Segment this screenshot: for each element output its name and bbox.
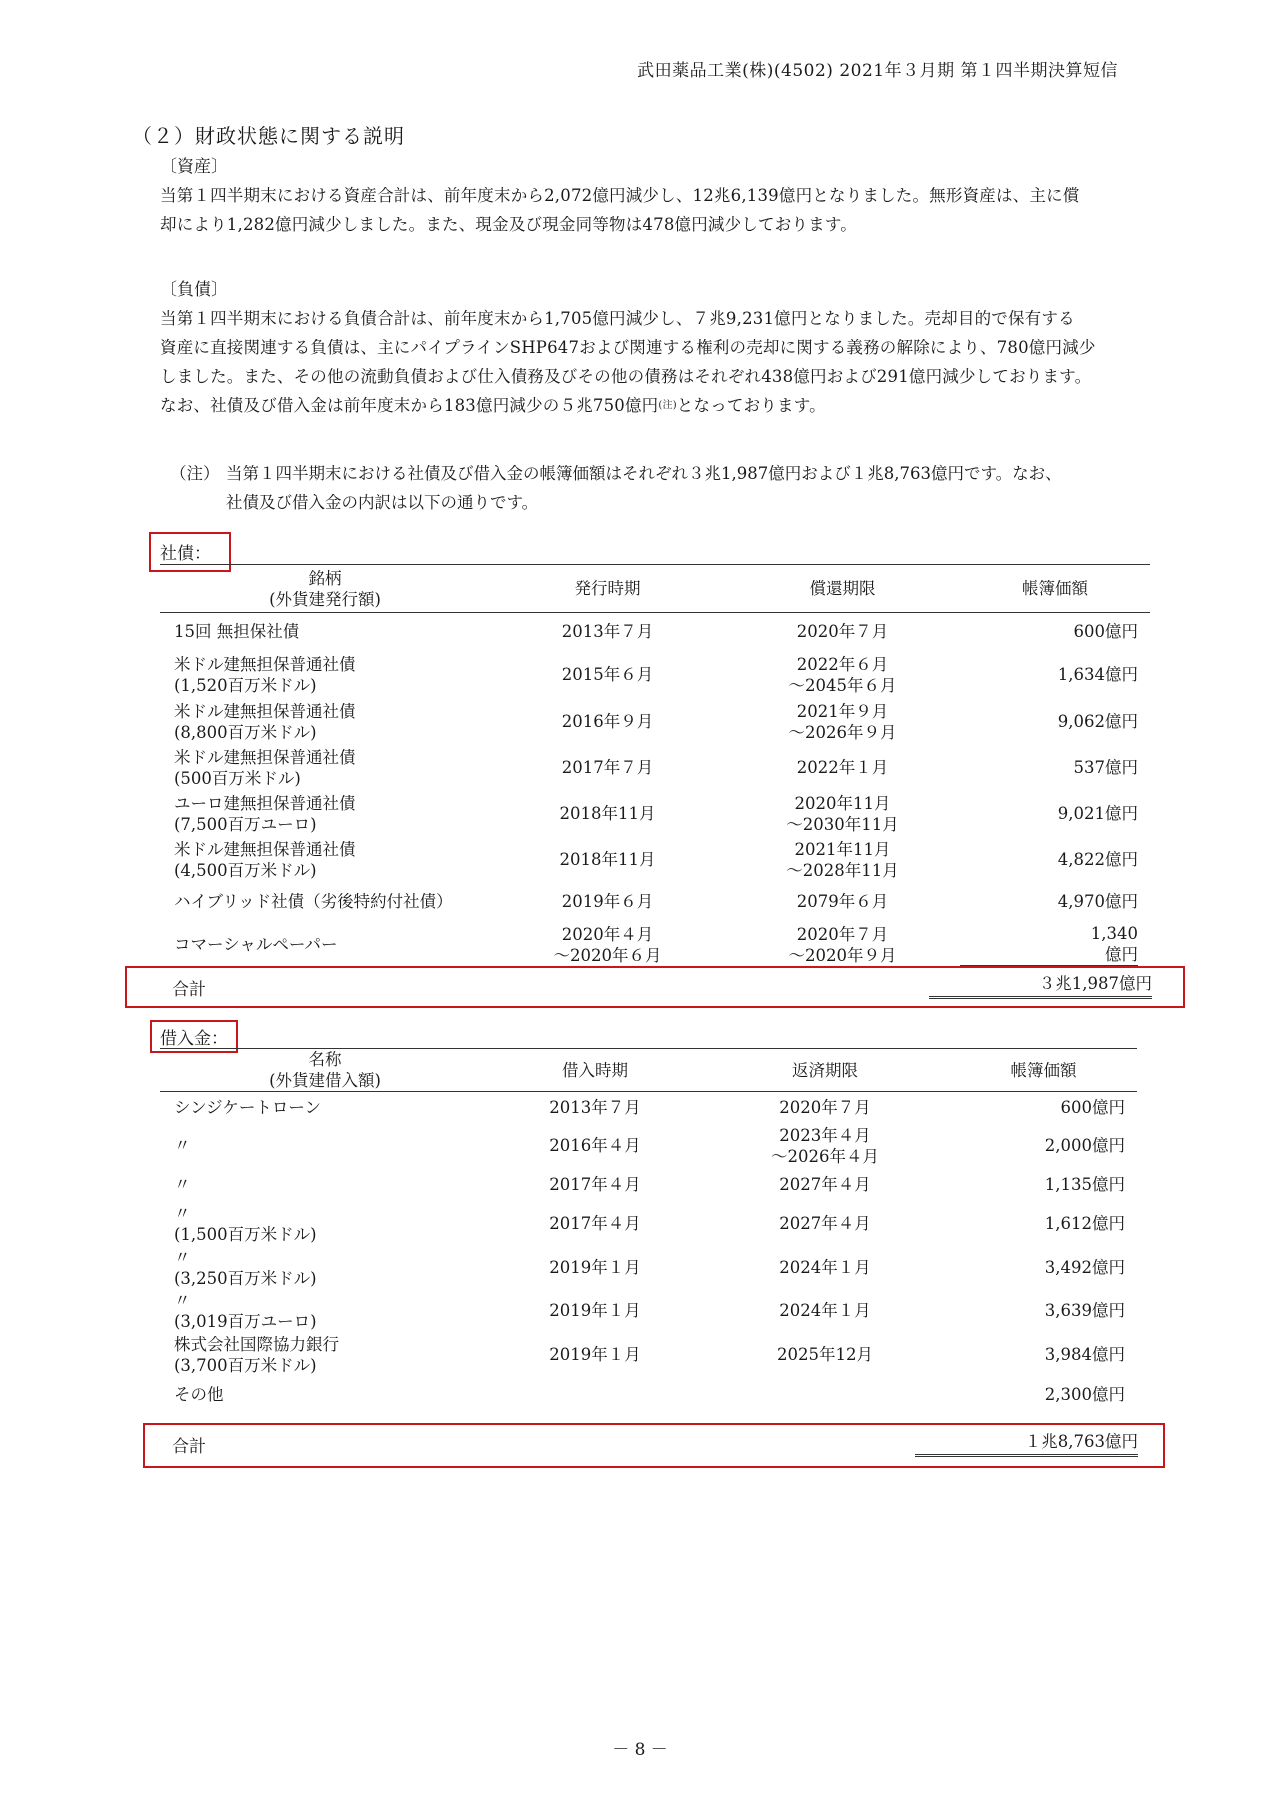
bonds-col-name: 銘柄 (外貨建発行額) [269,568,381,609]
bonds-row [160,791,1150,837]
bond-book-value: 9,062億円 [1057,712,1138,731]
loans-row [160,1246,1137,1290]
loan-borrow-date: 2019年１月 [549,1258,641,1277]
bond-name: 米ドル建無担保普通社債 (8,800百万米ドル) [160,699,490,745]
liabilities-line-text: なお、社債及び借入金は前年度末から183億円減少の５兆750億円 [160,396,659,415]
loan-currency-amount: (3,019百万ユーロ) [174,1311,317,1331]
loans-table [160,1048,1137,1412]
bonds-col-value: 帳簿価額 [1022,579,1088,598]
loan-name: 〃 [174,1175,191,1194]
loan-repay-date: 2027年４月 [779,1214,871,1233]
bonds-row [160,699,1150,745]
liabilities-paragraph [160,304,1150,420]
loan-repay-date: 2020年７月 [779,1098,871,1118]
loan-book-value: 2,000億円 [1044,1136,1125,1155]
liabilities-line: 資産に直接関連する負債は、主にパイプラインSHP647および関連する権利の売却に関する義務の解除により、780億円減少 [160,338,1096,357]
note-text [226,459,1151,517]
loans-row [160,1202,1137,1246]
loan-book-value: 1,135億円 [1044,1175,1125,1194]
loan-book-value: 600億円 [1060,1098,1125,1118]
loan-repay-date: 2024年１月 [779,1258,871,1277]
loan-name: 〃 (3,019百万ユーロ) [160,1290,490,1332]
page-number: － 8 － [612,1740,668,1760]
footnote-mark: (注) [658,400,677,411]
bond-book-value: 4,970億円 [1057,892,1138,911]
loans-header-row [160,1049,1137,1092]
loan-name: 株式会社国際協力銀行 (3,700百万米ドル) [160,1332,490,1378]
bond-name: 米ドル建無担保普通社債 (1,520百万米ドル) [160,651,490,699]
loan-name: 〃 [174,1136,191,1155]
assets-paragraph [160,181,1150,239]
bonds-row [160,651,1150,699]
bonds-total-value-wrap [929,972,1152,999]
loans-col-name: 名称 (外貨建借入額) [269,1050,381,1090]
loan-currency-amount: (1,500百万米ドル) [174,1224,317,1244]
loan-borrow-date: 2019年１月 [549,1301,641,1320]
bond-maturity: 2021年９月 ～2026年９月 [788,701,897,742]
loans-total-value-wrap [915,1430,1138,1457]
liabilities-line [160,391,1150,420]
bond-book-value: 9,021億円 [1057,804,1138,823]
bond-maturity: 2021年11月 ～2028年11月 [786,839,899,880]
bond-issue-date: 2016年９月 [561,712,654,731]
loan-borrow-date [490,1378,700,1412]
liabilities-line: 当第１四半期末における負債合計は、前年度末から1,705億円減少し、７兆9,231億円となりました。売却目的で保有する [160,309,1075,328]
bonds-total-value: ３兆1,987億円 [929,972,1152,999]
bond-maturity: 2020年７月 [796,622,889,642]
loan-borrow-date: 2013年７月 [549,1098,641,1118]
loan-book-value: 1,612億円 [1044,1214,1125,1233]
loan-borrow-date: 2017年４月 [549,1214,641,1233]
bond-name: 15回 無担保社債 [174,622,300,642]
loans-row [160,1290,1137,1332]
loan-name: 〃 (3,250百万米ドル) [160,1246,490,1290]
loans-row [160,1124,1137,1168]
bonds-label: 社債： [160,544,211,564]
bond-book-value: 600億円 [1073,622,1138,642]
loan-name: その他 [174,1385,224,1404]
loan-repay-date: 2023年４月 ～2026年４月 [771,1125,879,1166]
bond-book-value: 1,634億円 [1057,665,1138,684]
loans-col-repay: 返済期限 [792,1060,858,1080]
loan-book-value: 2,300億円 [1044,1385,1125,1404]
bond-issue-date: 2018年11月 [559,850,656,869]
bond-currency-amount: (1,520百万米ドル) [174,675,317,695]
loan-repay-date: 2027年４月 [779,1175,871,1194]
assets-line: 却により1,282億円減少しました。また、現金及び現金同等物は478億円減少しております。 [160,215,857,234]
bond-name: 米ドル建無担保普通社債 (500百万米ドル) [160,745,490,791]
note-line: 社債及び借入金の内訳は以下の通りです。 [226,493,539,512]
loan-borrow-date: 2016年４月 [549,1136,641,1155]
bond-maturity: 2022年６月 ～2045年６月 [788,654,897,695]
loan-repay-date: 2025年12月 [777,1345,873,1364]
bond-issue-date: 2019年６月 [561,892,654,911]
bond-name: 米ドル建無担保普通社債 (4,500百万米ドル) [160,837,490,883]
bonds-row [160,745,1150,791]
loan-name: 〃 (1,500百万米ドル) [160,1202,490,1246]
loan-book-value: 3,639億円 [1044,1301,1125,1320]
bond-maturity: 2079年６月 [796,892,889,911]
bond-maturity: 2020年７月 ～2020年９月 [788,924,897,965]
loans-row [160,1332,1137,1378]
bond-issue-date: 2020年４月 ～2020年６月 [553,924,662,965]
bonds-total-label: 合計 [172,980,206,1000]
loans-total-label: 合計 [172,1437,206,1457]
bond-book-value: 1,340億円 [960,921,1150,969]
bonds-col-issue: 発行時期 [574,579,641,598]
bonds-header-row [160,565,1150,613]
bond-name: ユーロ建無担保普通社債 (7,500百万ユーロ) [160,791,490,837]
bond-issue-date: 2013年７月 [561,622,654,642]
bonds-row [160,883,1150,921]
document-header: 武田薬品工業(株)(4502) 2021年３月期 第１四半期決算短信 [637,61,1118,81]
bond-currency-amount: (8,800百万米ドル) [174,722,317,742]
bond-issue-date: 2018年11月 [559,804,656,823]
loan-currency-amount: (3,250百万米ドル) [174,1268,317,1288]
bond-name: コマーシャルペーパー [174,935,338,954]
bonds-row [160,921,1150,969]
loan-repay-date [700,1378,950,1412]
assets-heading: 〔資産〕 [160,157,228,177]
loans-row [160,1092,1137,1124]
bond-book-value: 537億円 [1073,758,1138,777]
note-line: 当第１四半期末における社債及び借入金の帳簿価額はそれぞれ３兆1,987億円および１兆8,763億円です。なお、 [226,464,1062,483]
loans-row [160,1378,1137,1412]
bond-issue-date: 2017年７月 [561,758,654,777]
loan-book-value: 3,492億円 [1044,1258,1125,1277]
liabilities-heading: 〔負債〕 [160,280,228,300]
loan-borrow-date: 2019年１月 [549,1345,641,1364]
liabilities-line-text: となっております。 [676,396,826,415]
section-title: （２）財政状態に関する説明 [132,124,405,148]
bonds-table [160,564,1150,969]
bond-maturity: 2022年１月 [796,758,889,777]
loans-row [160,1168,1137,1202]
note-label: （注） [170,464,220,483]
loans-total-value: １兆8,763億円 [915,1430,1138,1457]
bond-maturity: 2020年11月 ～2030年11月 [786,793,899,834]
bond-name: ハイブリッド社債（劣後特約付社債） [174,892,453,911]
bond-currency-amount: (7,500百万ユーロ) [174,814,317,834]
bonds-row [160,613,1150,651]
assets-line: 当第１四半期末における資産合計は、前年度末から2,072億円減少し、12兆6,139億円となりました。無形資産は、主に償 [160,186,1080,205]
bond-issue-date: 2015年６月 [561,665,654,684]
bonds-col-maturity: 償還期限 [809,579,876,598]
bond-book-value: 4,822億円 [1057,850,1138,869]
loans-col-value: 帳簿価額 [1010,1060,1077,1080]
loan-borrow-date: 2017年４月 [549,1175,641,1194]
loan-book-value: 3,984億円 [1044,1345,1125,1364]
loan-repay-date: 2024年１月 [779,1301,871,1320]
loan-currency-amount: (3,700百万米ドル) [174,1355,317,1375]
liabilities-line: しました。また、その他の流動負債および仕入債務及びその他の債務はそれぞれ438億円および291億円減少しております。 [160,367,1092,386]
bonds-row [160,837,1150,883]
bond-currency-amount: (500百万米ドル) [174,768,301,788]
bond-currency-amount: (4,500百万米ドル) [174,860,317,880]
loans-label: 借入金： [160,1029,228,1049]
loan-name: シンジケートローン [174,1098,322,1118]
loans-col-borrow: 借入時期 [562,1060,628,1080]
